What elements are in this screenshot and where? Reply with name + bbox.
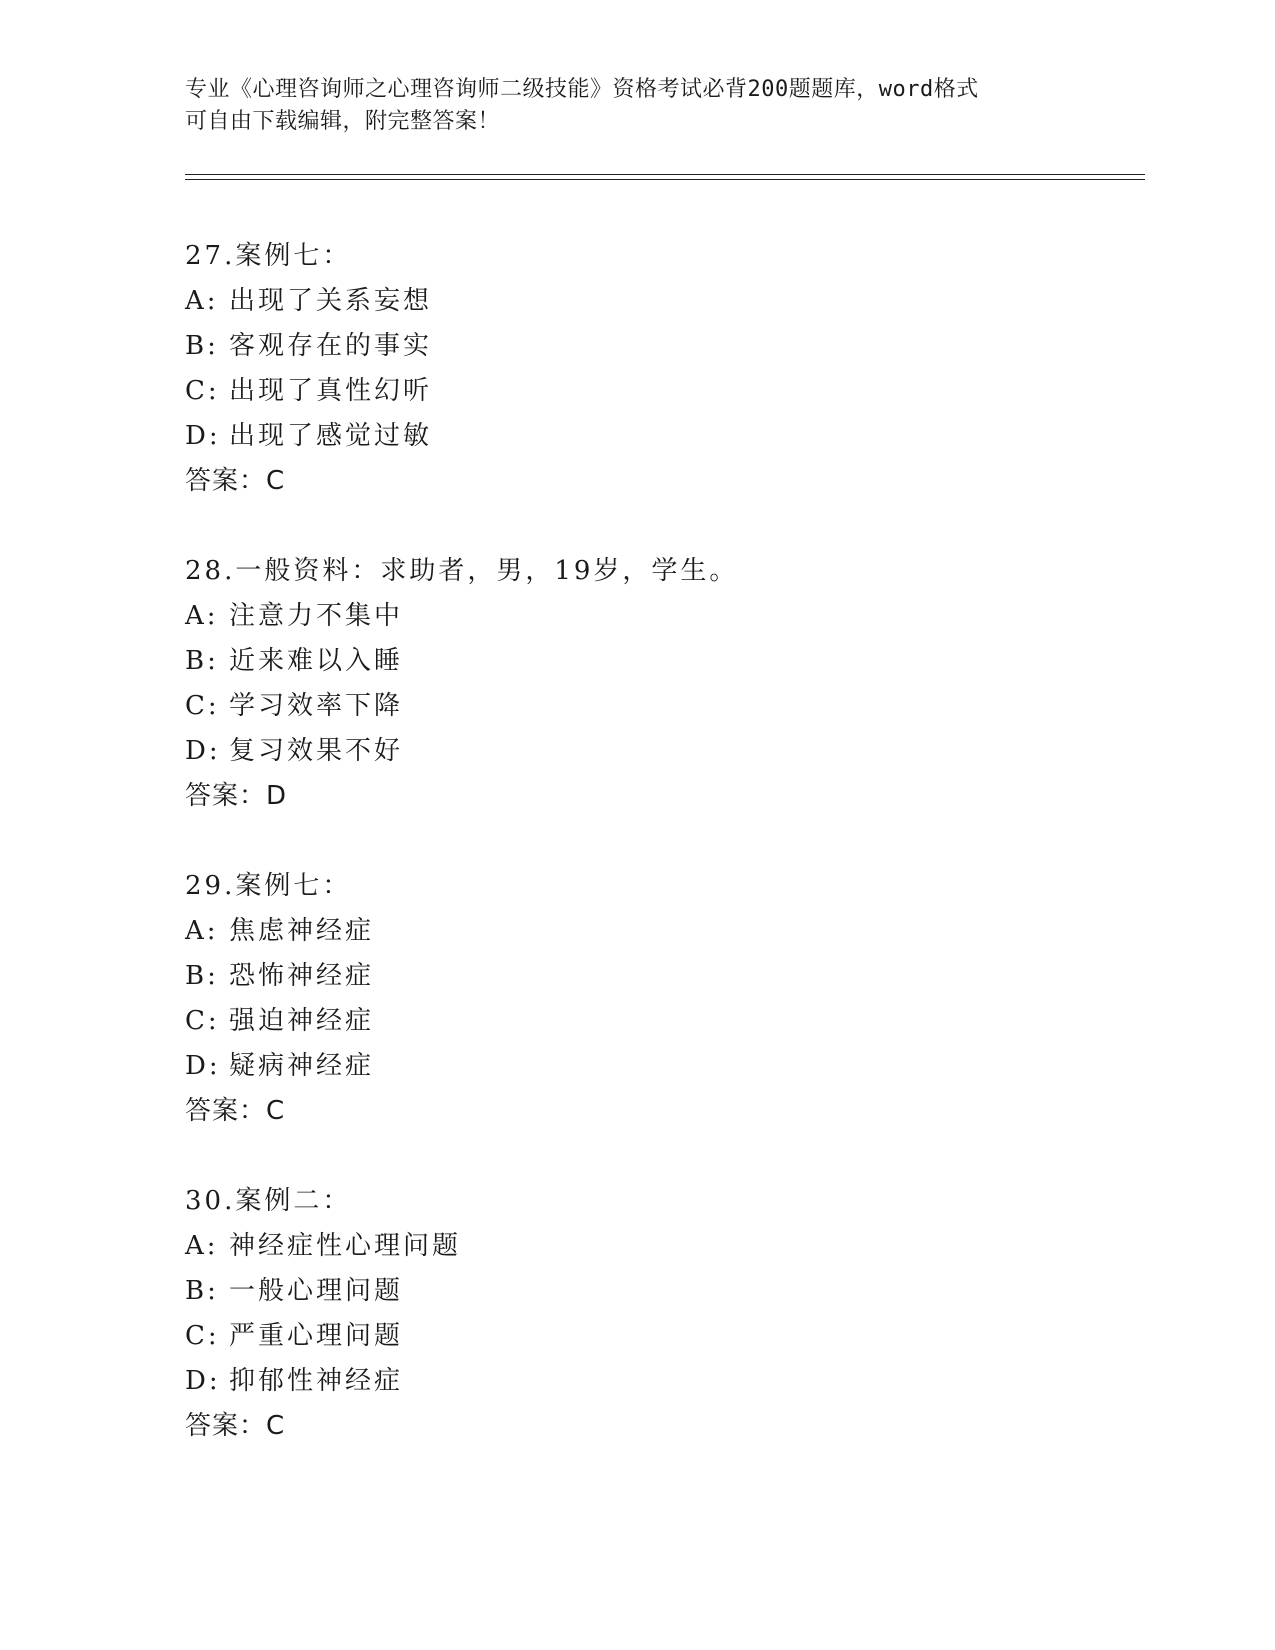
option-text: 疑病神经症 [229,1051,375,1081]
document-header [185,74,1065,138]
option-b [185,954,1085,999]
option-text: 一般心理问题 [229,1276,404,1306]
answer-line: 答案：C [185,466,286,496]
option-text: 复习效果不好 [229,736,404,766]
option-key: D: [185,736,221,766]
option-a [185,909,1085,954]
option-a [185,594,1085,639]
option-c [185,1314,1085,1359]
answer-line: 答案：C [185,1411,286,1441]
header-line-1: 专业《心理咨询师之心理咨询师二级技能》资格考试必背200题题库，word格式 [185,77,979,102]
question-29 [185,864,1085,1134]
option-b [185,639,1085,684]
option-text: 客观存在的事实 [229,331,433,361]
option-text: 抑郁性神经症 [229,1366,404,1396]
option-c [185,369,1085,414]
option-key: D: [185,421,221,451]
question-title: 30.案例二： [185,1186,352,1216]
option-text: 焦虑神经症 [229,916,375,946]
option-text: 学习效率下降 [229,691,404,721]
option-text: 出现了真性幻听 [229,376,433,406]
option-a [185,279,1085,324]
option-key: C: [185,1006,220,1036]
header-divider-bottom [185,179,1145,180]
answer-line: 答案：D [185,781,288,811]
option-text: 严重心理问题 [229,1321,404,1351]
option-text: 强迫神经症 [229,1006,375,1036]
option-key: B: [185,646,219,676]
option-a [185,1224,1085,1269]
option-text: 近来难以入睡 [229,646,404,676]
option-c [185,999,1085,1044]
header-line-2: 可自由下载编辑，附完整答案！ [185,109,501,134]
option-key: B: [185,961,219,991]
option-d [185,729,1085,774]
question-27 [185,234,1085,504]
option-text: 恐怖神经症 [229,961,375,991]
option-key: D: [185,1051,221,1081]
question-title: 28.一般资料：求助者，男，19岁，学生。 [185,556,739,586]
option-key: B: [185,1276,219,1306]
question-title: 27.案例七： [185,241,352,271]
option-text: 出现了感觉过敏 [229,421,433,451]
answer-line: 答案：C [185,1096,286,1126]
option-d [185,1044,1085,1089]
option-text: 注意力不集中 [229,601,404,631]
question-title: 29.案例七： [185,871,352,901]
option-key: C: [185,691,220,721]
option-d [185,1359,1085,1404]
question-list [185,234,1085,1494]
question-30 [185,1179,1085,1449]
option-b [185,1269,1085,1314]
option-text: 神经症性心理问题 [229,1231,462,1261]
option-d [185,414,1085,459]
question-28 [185,549,1085,819]
header-divider-top [185,174,1145,175]
option-key: C: [185,1321,220,1351]
option-key: A: [185,601,219,631]
option-key: D: [185,1366,221,1396]
option-b [185,324,1085,369]
option-key: A: [185,916,219,946]
option-key: A: [185,286,219,316]
option-text: 出现了关系妄想 [229,286,433,316]
option-key: A: [185,1231,219,1261]
option-key: B: [185,331,219,361]
option-c [185,684,1085,729]
option-key: C: [185,376,220,406]
